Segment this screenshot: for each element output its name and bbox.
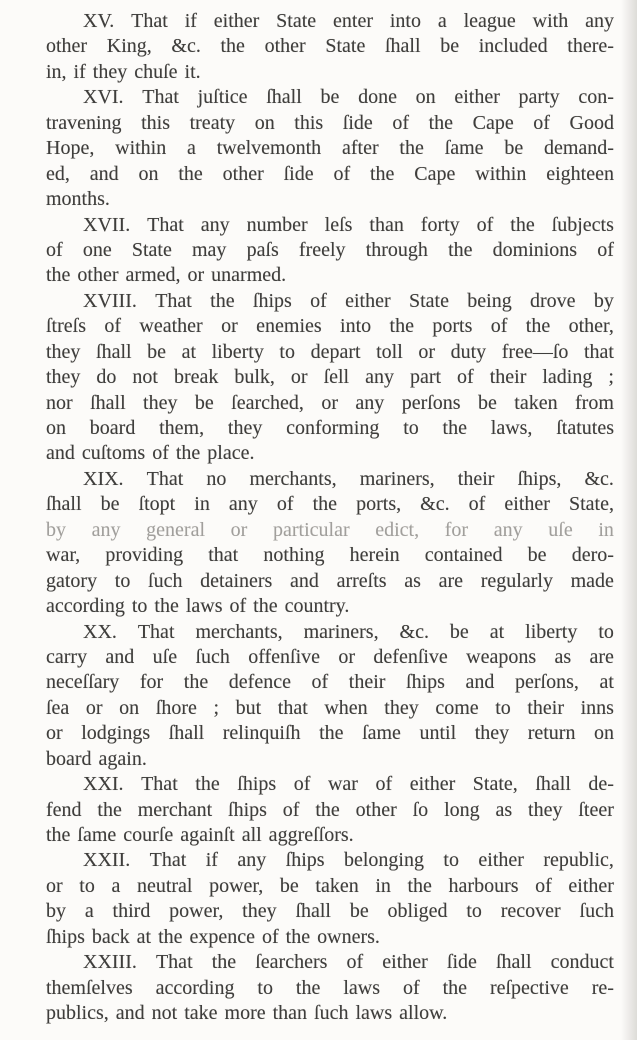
text-line: XX. That merchants, mariners, &c. be at liberty to xyxy=(83,620,614,643)
text-line: XXII. That if any ſhips belonging to either republic, xyxy=(83,849,614,872)
text-line: the ſame courſe againſt all aggreſſors. xyxy=(46,824,354,846)
text-line: and cuſtoms of the place. xyxy=(46,442,255,465)
text-line: gatory to ſuch detainers and arreſts as are regularly made xyxy=(46,569,614,592)
text-line: in, if they chuſe it. xyxy=(46,60,201,83)
scan-edge-shadow xyxy=(621,0,637,1040)
paragraph-article-xx xyxy=(46,620,614,773)
text-line: XXI. That the ſhips of war of either State, ſhall de- xyxy=(83,773,614,796)
paragraph-article-xix xyxy=(46,467,614,620)
text-line: ſhall be ſtopt in any of the ports, &c. of either State, xyxy=(46,493,614,516)
text-line: ſhips back at the expence of the owners. xyxy=(46,925,380,948)
text-line: months. xyxy=(46,188,110,211)
text-line: themſelves according to the laws of the reſpective re- xyxy=(46,976,614,999)
text-line: by a third power, they ſhall be obliged to recover ſuch xyxy=(46,900,614,923)
text-line: nor ſhall they be ſearched, or any perſons be taken from xyxy=(46,391,614,414)
paragraph-article-xv xyxy=(46,9,614,85)
paragraph-article-xvi xyxy=(46,85,614,212)
text-line: XV. That if either State enter into a league with any xyxy=(83,10,614,32)
paragraph-article-xvii xyxy=(46,213,614,289)
text-line: board again. xyxy=(46,747,147,770)
text-line: fend the merchant ſhips of the other ſo long as they ſteer xyxy=(46,798,614,821)
text-line: ſtreſs of weather or enemies into the ports of the other, xyxy=(46,315,614,338)
text-line: XVII. That any number leſs than forty of the ſubjects xyxy=(83,213,614,236)
text-line: XIX. That no merchants, mariners, their ſhips, &c. xyxy=(83,467,614,490)
text-line: the other armed, or unarmed. xyxy=(46,264,287,287)
text-line: according to the laws of the country. xyxy=(46,595,350,618)
text-line: neceſſary for the defence of their ſhips and perſons, at xyxy=(46,671,614,694)
text-line: they do not break bulk, or ſell any part of their lading ; xyxy=(46,366,614,389)
text-line: XVI. That juſtice ſhall be done on either party con- xyxy=(83,86,614,109)
paragraph-article-xviii xyxy=(46,289,614,467)
text-line: or lodgings ſhall relinquiſh the ſame until they return on xyxy=(46,722,614,745)
text-line: XXIII. That the ſearchers of either ſide ſhall conduct xyxy=(83,951,614,974)
text-line: of one State may paſs freely through the dominions of xyxy=(46,238,614,261)
text-line: XVIII. That the ſhips of either State being drove by xyxy=(83,289,614,312)
text-line-faded: by any general or particular edict, for any uſe in xyxy=(46,518,614,541)
paragraph-article-xxiii xyxy=(46,950,614,1026)
text-line: war, providing that nothing herein contained be dero- xyxy=(46,544,614,567)
page-text-block xyxy=(46,9,614,1027)
text-line: other King, &c. the other State ſhall be included there- xyxy=(46,35,614,58)
text-line: ſea or on ſhore ; but that when they come to their inns xyxy=(46,696,614,719)
text-line: on board them, they conforming to the laws, ſtatutes xyxy=(46,417,614,439)
text-line: travening this treaty on this ſide of the Cape of Good xyxy=(46,111,614,134)
text-line: carry and uſe ſuch offenſive or defenſive weapons as are xyxy=(46,645,614,668)
text-line: publics, and not take more than ſuch laws allow. xyxy=(46,1002,448,1025)
paragraph-article-xxii xyxy=(46,848,614,950)
paragraph-article-xxi xyxy=(46,772,614,848)
text-line: or to a neutral power, be taken in the harbours of either xyxy=(46,874,614,897)
text-line: Hope, within a twelvemonth after the ſame be demand- xyxy=(46,137,614,160)
text-line: they ſhall be at liberty to depart toll or duty free—ſo that xyxy=(46,340,614,363)
text-line: ed, and on the other ſide of the Cape within eighteen xyxy=(46,162,614,185)
